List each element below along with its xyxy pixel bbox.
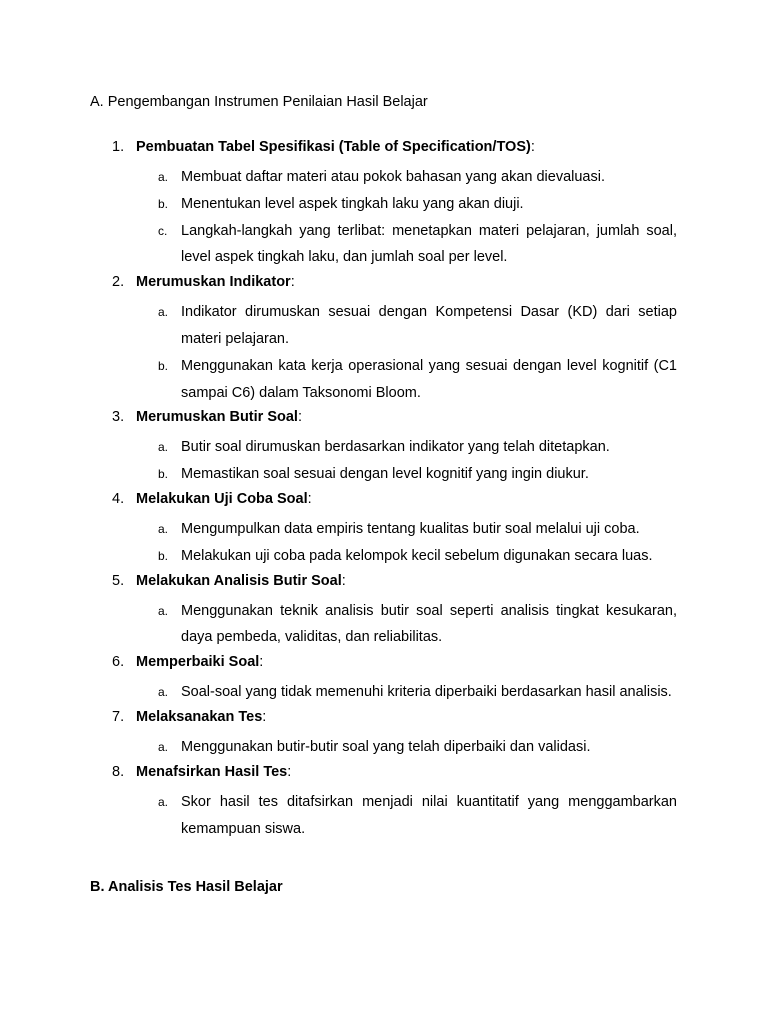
sub-letter: a.	[158, 440, 169, 455]
sub-letter: a.	[158, 305, 169, 320]
sub-list	[0, 679, 768, 706]
step-header	[0, 761, 768, 789]
step-header	[0, 136, 768, 164]
sub-list	[0, 164, 768, 271]
sub-item	[0, 679, 768, 706]
step-item-2	[0, 271, 768, 406]
sub-text: Mengumpulkan data empiris tentang kualitas butir soal melalui uji coba.	[181, 520, 640, 537]
step-item-3	[0, 406, 768, 488]
sub-text: Menggunakan kata kerja operasional yang sesuai dengan level kognitif (C1 sampai C6) dalam Taksonomi Bloom.	[181, 357, 677, 401]
sub-text: Skor hasil tes ditafsirkan menjadi nilai kuantitatif yang menggambarkan kemampuan siswa.	[181, 793, 677, 837]
sub-letter: b.	[158, 467, 169, 482]
sub-list	[0, 434, 768, 488]
step-number: 2.	[112, 274, 125, 291]
sub-item	[0, 434, 768, 461]
step-number: 5.	[112, 572, 125, 589]
sub-letter: a.	[158, 685, 169, 700]
step-title-line	[136, 571, 346, 591]
step-item-8	[0, 761, 768, 843]
step-number: 7.	[112, 708, 125, 725]
step-item-1	[0, 136, 768, 271]
step-item-4	[0, 488, 768, 570]
sub-letter: a.	[158, 521, 169, 536]
sub-list	[0, 789, 768, 843]
sub-item	[0, 516, 768, 543]
step-colon: :	[307, 490, 312, 507]
step-title: Menafsirkan Hasil Tes	[136, 763, 288, 780]
step-header	[0, 271, 768, 299]
step-title: Melaksanakan Tes	[136, 708, 263, 725]
sub-item	[0, 353, 768, 407]
step-title: Pembuatan Tabel Spesifikasi (Table of Specification/TOS)	[136, 139, 531, 155]
step-colon: :	[259, 654, 264, 671]
sub-text: Langkah-langkah yang terlibat: menetapkan materi pelajaran, jumlah soal, level aspek tingkah laku, dan jumlah soal per level.	[181, 222, 677, 266]
sub-list	[0, 734, 768, 761]
step-header	[0, 406, 768, 434]
step-colon: :	[341, 572, 346, 589]
step-header	[0, 651, 768, 679]
sub-text: Soal-soal yang tidak memenuhi kriteria diperbaiki berdasarkan hasil analisis.	[181, 684, 672, 701]
sub-item	[0, 598, 768, 652]
step-title-line	[136, 407, 302, 427]
step-header	[0, 488, 768, 516]
sub-list	[0, 516, 768, 570]
step-title: Memperbaiki Soal	[136, 654, 260, 671]
sub-item	[0, 191, 768, 218]
sub-text: Menentukan level aspek tingkah laku yang akan diuji.	[181, 195, 524, 212]
sub-text: Melakukan uji coba pada kelompok kecil sebelum digunakan secara luas.	[181, 547, 653, 564]
sub-letter: b.	[158, 196, 169, 211]
step-title: Melakukan Analisis Butir Soal	[136, 572, 342, 589]
section-b-heading: B. Analisis Tes Hasil Belajar	[90, 879, 283, 895]
step-title: Merumuskan Indikator	[136, 274, 291, 291]
step-colon: :	[530, 139, 535, 155]
step-number: 6.	[112, 654, 125, 671]
step-title-line	[136, 707, 266, 727]
sub-list	[0, 598, 768, 652]
step-number: 8.	[112, 763, 125, 780]
step-title-line	[136, 489, 312, 509]
sub-letter: b.	[158, 358, 169, 373]
sub-item	[0, 461, 768, 488]
step-colon: :	[287, 763, 292, 780]
step-item-5	[0, 570, 768, 652]
step-colon: :	[297, 409, 302, 426]
sub-item	[0, 218, 768, 272]
step-colon: :	[262, 708, 267, 725]
sub-letter: a.	[158, 170, 169, 184]
sub-item	[0, 299, 768, 353]
sub-item	[0, 543, 768, 570]
sub-letter: b.	[158, 548, 169, 563]
sub-letter: a.	[158, 794, 169, 809]
sub-item	[0, 164, 768, 191]
step-number: 3.	[112, 409, 125, 426]
step-number: 4.	[112, 490, 125, 507]
step-header	[0, 706, 768, 734]
step-title: Merumuskan Butir Soal	[136, 409, 298, 426]
sub-list	[0, 299, 768, 406]
section-a-heading: A. Pengembangan Instrumen Penilaian Hasil Belajar	[90, 94, 428, 110]
sub-letter: c.	[158, 223, 168, 238]
steps-list	[0, 136, 768, 842]
sub-text: Menggunakan butir-butir soal yang telah diperbaiki dan validasi.	[181, 738, 591, 755]
sub-item	[0, 734, 768, 761]
sub-text: Membuat daftar materi atau pokok bahasan yang akan dievaluasi.	[181, 169, 605, 185]
step-title-line	[136, 137, 535, 157]
step-colon: :	[290, 274, 295, 291]
sub-item	[0, 789, 768, 843]
sub-letter: a.	[158, 603, 169, 618]
step-item-6	[0, 651, 768, 706]
sub-text: Menggunakan teknik analisis butir soal seperti analisis tingkat kesukaran, daya pembeda, validitas, dan reliabilitas.	[181, 602, 677, 646]
step-header	[0, 570, 768, 598]
step-title-line	[136, 762, 291, 782]
step-item-7	[0, 706, 768, 761]
sub-letter: a.	[158, 739, 169, 754]
sub-text: Memastikan soal sesuai dengan level kognitif yang ingin diukur.	[181, 466, 589, 483]
sub-text: Butir soal dirumuskan berdasarkan indikator yang telah ditetapkan.	[181, 439, 610, 456]
step-title-line	[136, 652, 263, 672]
step-number: 1.	[112, 139, 125, 155]
sub-text: Indikator dirumuskan sesuai dengan Kompetensi Dasar (KD) dari setiap materi pelajaran.	[181, 304, 677, 347]
step-title-line	[136, 272, 295, 292]
step-title: Melakukan Uji Coba Soal	[136, 490, 308, 507]
